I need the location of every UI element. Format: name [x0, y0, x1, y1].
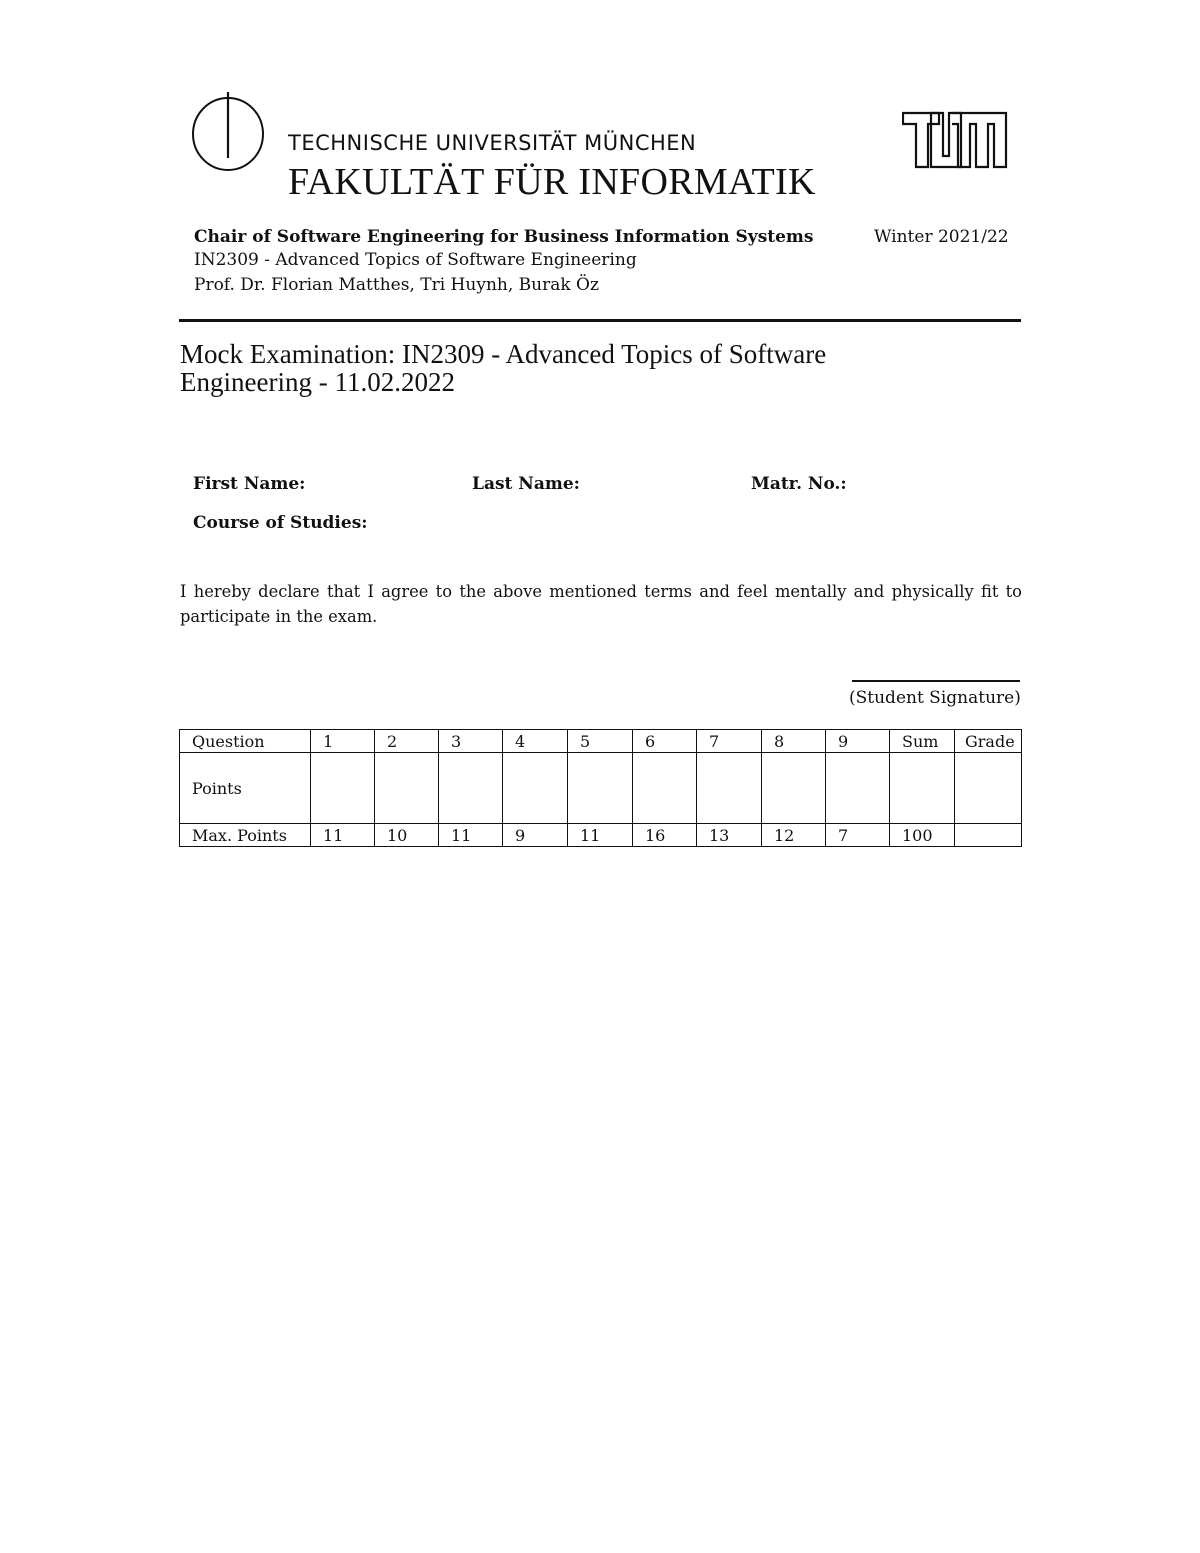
points-entry-cell [503, 753, 568, 824]
signature-label: (Student Signature) [849, 688, 1021, 708]
points-entry-cell [633, 753, 697, 824]
table-cell: 12 [762, 824, 826, 847]
table-cell: 7 [826, 824, 890, 847]
points-entry-cell [311, 753, 375, 824]
table-cell: Grade [955, 730, 1022, 753]
table-cell: Question [180, 730, 311, 753]
table-cell: 11 [311, 824, 375, 847]
points-entry-cell [568, 753, 633, 824]
first-name-label: First Name: [193, 474, 306, 494]
table-cell: 13 [697, 824, 762, 847]
table-cell: 2 [375, 730, 439, 753]
points-entry-cell [697, 753, 762, 824]
header-divider [179, 319, 1021, 322]
chair-name: Chair of Software Engineering for Business Information Systems [194, 227, 814, 247]
course-of-studies-label: Course of Studies: [193, 513, 368, 533]
points-row [180, 753, 1022, 824]
signature-line [852, 680, 1020, 682]
max-points-row [180, 824, 1022, 847]
points-entry-cell [439, 753, 503, 824]
table-cell: Points [180, 753, 311, 824]
table-cell: 6 [633, 730, 697, 753]
table-cell: 16 [633, 824, 697, 847]
table-cell: 11 [568, 824, 633, 847]
table-header-row [180, 730, 1022, 753]
table-cell: 4 [503, 730, 568, 753]
informatik-logo [190, 92, 266, 172]
semester: Winter 2021/22 [874, 227, 1009, 247]
university-name: TECHNISCHE UNIVERSITÄT MÜNCHEN [288, 131, 697, 155]
tum-logo [902, 110, 1008, 170]
table-cell: 100 [890, 824, 955, 847]
declaration-text: I hereby declare that I agree to the above mentioned terms and feel mentally and physically fit to participate in the exam. [180, 582, 1022, 626]
last-name-label: Last Name: [472, 474, 580, 494]
table-cell: Max. Points [180, 824, 311, 847]
points-entry-cell [375, 753, 439, 824]
table-cell: Sum [890, 730, 955, 753]
table-cell: 5 [568, 730, 633, 753]
points-entry-cell [890, 753, 955, 824]
table-cell: 8 [762, 730, 826, 753]
faculty-name: FAKULTÄT FÜR INFORMATIK [288, 161, 816, 203]
points-entry-cell [762, 753, 826, 824]
table-cell: 11 [439, 824, 503, 847]
table-cell: 3 [439, 730, 503, 753]
matr-no-label: Matr. No.: [751, 474, 847, 494]
table-cell: 7 [697, 730, 762, 753]
points-entry-cell [826, 753, 890, 824]
table-cell: 9 [503, 824, 568, 847]
table-cell [955, 824, 1022, 847]
staff-names: Prof. Dr. Florian Matthes, Tri Huynh, Burak Öz [194, 275, 599, 295]
points-entry-cell [955, 753, 1022, 824]
table-cell: 1 [311, 730, 375, 753]
course-name: IN2309 - Advanced Topics of Software Engineering [194, 250, 637, 270]
exam-title: Mock Examination: IN2309 - Advanced Topics of Software Engineering - 11.02.2022 [180, 339, 827, 397]
table-cell: 10 [375, 824, 439, 847]
table-cell: 9 [826, 730, 890, 753]
points-table [179, 729, 1022, 847]
